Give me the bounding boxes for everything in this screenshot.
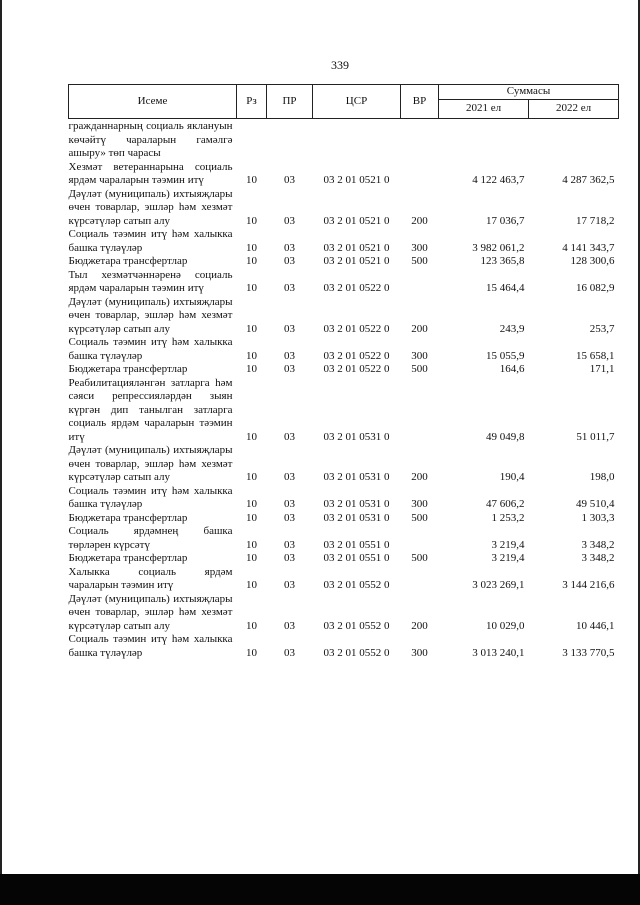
row-csr: 03 2 01 0552 0 — [323, 619, 390, 632]
row-pr: 03 — [284, 282, 295, 294]
row-name: гражданнарның социаль яклануын көчәйтү чараларын гамәлгә ашыру» төп чарасы — [68, 120, 233, 159]
row-rz: 10 — [246, 322, 257, 335]
table-row — [69, 566, 619, 593]
row-rz: 10 — [246, 538, 257, 551]
row-sum-2022: 198,0 — [589, 471, 615, 483]
table-row — [69, 485, 619, 512]
row-vr: 300 — [411, 349, 428, 362]
row-vr: 200 — [411, 214, 428, 227]
row-name: Бюджетара трансфертлар — [68, 552, 188, 564]
row-pr: 03 — [284, 349, 295, 362]
table-row — [69, 188, 619, 229]
row-name: Дәүләт (муниципаль) ихтыяҗлары өчен товарлар, эшләр һәм хезмәт күрсәтүләр сатып алу — [68, 295, 233, 335]
row-sum-2021: 1 253,2 — [491, 511, 525, 524]
row-sum-2021: 17 036,7 — [486, 214, 525, 227]
budget-table — [68, 84, 619, 660]
row-csr — [313, 119, 401, 161]
row-rz: 10 — [246, 646, 257, 659]
row-csr: 03 2 01 0522 0 — [323, 363, 390, 375]
row-sum-2022: 4 287 362,5 — [562, 174, 615, 186]
row-sum-2021: 164,6 — [499, 363, 525, 375]
table-row — [69, 444, 619, 485]
row-rz: 10 — [246, 241, 257, 254]
row-sum-2021: 10 029,0 — [486, 619, 525, 632]
header-pr: ПР — [267, 85, 313, 119]
row-sum-2022: 4 141 343,7 — [562, 241, 615, 254]
row-name: Социаль тәэмин итү һәм халыкка башка түләүләр — [68, 484, 233, 510]
row-vr — [401, 525, 439, 552]
table-row — [69, 269, 619, 296]
row-pr: 03 — [284, 430, 295, 443]
row-pr — [267, 119, 313, 161]
row-pr: 03 — [284, 498, 295, 510]
row-rz: 10 — [246, 511, 257, 524]
row-sum-2022: 3 348,2 — [581, 538, 615, 551]
row-csr: 03 2 01 0521 0 — [323, 241, 390, 254]
row-pr: 03 — [284, 552, 295, 564]
row-pr: 03 — [284, 646, 295, 659]
header-sums: Суммасы — [439, 85, 619, 100]
row-csr: 03 2 01 0522 0 — [323, 282, 390, 294]
row-vr: 500 — [411, 363, 428, 375]
row-vr: 500 — [411, 552, 428, 564]
table-row — [69, 161, 619, 188]
row-sum-2022: 16 082,9 — [576, 282, 615, 294]
row-vr: 500 — [411, 255, 428, 267]
row-csr: 03 2 01 0531 0 — [323, 498, 390, 510]
row-rz: 10 — [246, 619, 257, 632]
row-rz: 10 — [246, 498, 257, 510]
row-name: Бюджетара трансфертлар — [68, 255, 188, 267]
row-rz: 10 — [246, 363, 257, 375]
table-row — [69, 377, 619, 445]
header-vr: ВР — [401, 85, 439, 119]
row-csr: 03 2 01 0522 0 — [323, 349, 390, 362]
row-csr: 03 2 01 0521 0 — [323, 214, 390, 227]
row-vr — [401, 566, 439, 593]
table-row — [69, 525, 619, 552]
scan-edge-left — [0, 0, 2, 880]
table-row — [69, 633, 619, 660]
row-name: Дәүләт (муниципаль) ихтыяҗлары өчен товарлар, эшләр һәм хезмәт күрсәтүләр сатып алу — [68, 592, 233, 632]
row-name: Социаль ярдәмнең башка төрләрен күрсәтү — [68, 525, 233, 551]
row-sum-2022: 128 300,6 — [570, 255, 615, 267]
row-csr: 03 2 01 0531 0 — [323, 471, 390, 483]
row-sum-2021: 49 049,8 — [486, 430, 525, 443]
row-sum-2021 — [439, 119, 529, 161]
table-row — [69, 119, 619, 161]
row-sum-2022: 17 718,2 — [576, 214, 615, 227]
row-vr: 300 — [411, 646, 428, 659]
row-csr: 03 2 01 0551 0 — [323, 538, 390, 551]
row-sum-2021: 3 219,4 — [491, 552, 525, 564]
row-rz: 10 — [246, 471, 257, 483]
table-header — [69, 85, 619, 119]
row-sum-2021: 3 013 240,1 — [472, 646, 525, 659]
table-row — [69, 363, 619, 377]
row-rz — [237, 119, 267, 161]
row-pr: 03 — [284, 322, 295, 335]
row-sum-2022: 253,7 — [589, 322, 615, 335]
row-name: Бюджетара трансфертлар — [68, 511, 188, 524]
row-rz: 10 — [246, 255, 257, 267]
row-sum-2021: 3 982 061,2 — [472, 241, 525, 254]
table-row — [69, 228, 619, 255]
row-sum-2022: 3 144 216,6 — [562, 579, 615, 591]
row-sum-2021: 15 464,4 — [486, 282, 525, 294]
row-vr — [401, 161, 439, 188]
row-vr: 200 — [411, 619, 428, 632]
row-vr: 200 — [411, 322, 428, 335]
row-csr: 03 2 01 0552 0 — [323, 579, 390, 591]
row-pr: 03 — [284, 214, 295, 227]
row-pr: 03 — [284, 471, 295, 483]
row-vr: 500 — [411, 511, 428, 524]
row-vr — [401, 269, 439, 296]
row-sum-2021: 123 365,8 — [480, 255, 525, 267]
row-sum-2021: 243,9 — [499, 322, 525, 335]
row-rz: 10 — [246, 174, 257, 186]
table-row — [69, 552, 619, 566]
row-sum-2021: 3 023 269,1 — [472, 579, 525, 591]
row-sum-2022: 10 446,1 — [576, 619, 615, 632]
row-csr: 03 2 01 0521 0 — [323, 255, 390, 267]
row-rz: 10 — [246, 579, 257, 591]
row-sum-2021: 190,4 — [499, 471, 525, 483]
header-name: Исеме — [69, 85, 237, 119]
row-rz: 10 — [246, 430, 257, 443]
row-sum-2022: 171,1 — [589, 363, 615, 375]
table-row — [69, 512, 619, 526]
row-sum-2021: 47 606,2 — [486, 498, 525, 510]
row-csr: 03 2 01 0531 0 — [323, 511, 390, 524]
row-csr: 03 2 01 0531 0 — [323, 430, 390, 443]
row-pr: 03 — [284, 255, 295, 267]
row-csr: 03 2 01 0551 0 — [323, 552, 390, 564]
page-number: 339 — [331, 58, 349, 72]
row-pr: 03 — [284, 538, 295, 551]
row-csr: 03 2 01 0521 0 — [323, 174, 390, 186]
row-pr: 03 — [284, 579, 295, 591]
row-vr: 300 — [411, 241, 428, 254]
row-name: Халыкка социаль ярдәм чараларын тәэмин итү — [68, 565, 233, 591]
row-name: Дәүләт (муниципаль) ихтыяҗлары өчен товарлар, эшләр һәм хезмәт күрсәтүләр сатып алу — [68, 187, 233, 227]
row-sum-2022: 51 011,7 — [576, 430, 615, 443]
row-vr: 200 — [411, 471, 428, 483]
row-sum-2022: 3 348,2 — [581, 552, 615, 564]
row-rz: 10 — [246, 282, 257, 294]
table-row — [69, 296, 619, 337]
row-rz: 10 — [246, 214, 257, 227]
row-pr: 03 — [284, 241, 295, 254]
row-pr: 03 — [284, 511, 295, 524]
table-row — [69, 255, 619, 269]
header-rz: Рз — [237, 85, 267, 119]
row-vr — [401, 119, 439, 161]
row-pr: 03 — [284, 619, 295, 632]
row-name: Реабилитацияләнгән затларга һәм сәяси репрессияләрдән зыян күргән дип танылган затларга социаль ярдәм чараларын тәэмин итү — [68, 376, 233, 443]
row-sum-2022 — [529, 119, 619, 161]
table-row — [69, 336, 619, 363]
row-rz: 10 — [246, 552, 257, 564]
scan-edge-bottom — [0, 874, 640, 905]
row-sum-2022: 1 303,3 — [581, 511, 615, 524]
row-name: Дәүләт (муниципаль) ихтыяҗлары өчен товарлар, эшләр һәм хезмәт күрсәтүләр сатып алу — [68, 444, 233, 483]
row-csr: 03 2 01 0552 0 — [323, 646, 390, 659]
row-vr — [401, 377, 439, 445]
table-row — [69, 593, 619, 634]
row-name: Социаль тәэмин итү һәм халыкка башка түләүләр — [68, 633, 233, 659]
row-sum-2022: 15 658,1 — [576, 349, 615, 362]
row-pr: 03 — [284, 174, 295, 186]
row-name: Бюджетара трансфертлар — [68, 363, 188, 375]
row-name: Тыл хезмәтчәннәренә социаль ярдәм чараларын тәэмин итү — [68, 268, 233, 294]
table-body — [69, 119, 619, 661]
row-sum-2021: 4 122 463,7 — [472, 174, 525, 186]
row-name: Социаль тәэмин итү һәм халыкка башка түләүләр — [68, 228, 233, 254]
row-name: Хезмәт ветераннарына социаль ярдәм чараларын тәэмин итү — [68, 160, 233, 186]
row-name: Социаль тәэмин итү һәм халыкка башка түләүләр — [68, 336, 233, 362]
header-year-2022: 2022 ел — [529, 100, 619, 119]
header-csr: ЦСР — [313, 85, 401, 119]
row-pr: 03 — [284, 363, 295, 375]
header-year-2021: 2021 ел — [439, 100, 529, 119]
row-sum-2022: 3 133 770,5 — [562, 646, 615, 659]
row-csr: 03 2 01 0522 0 — [323, 322, 390, 335]
row-sum-2022: 49 510,4 — [576, 498, 615, 510]
row-rz: 10 — [246, 349, 257, 362]
row-sum-2021: 15 055,9 — [486, 349, 525, 362]
row-vr: 300 — [411, 498, 428, 510]
row-sum-2021: 3 219,4 — [491, 538, 525, 551]
